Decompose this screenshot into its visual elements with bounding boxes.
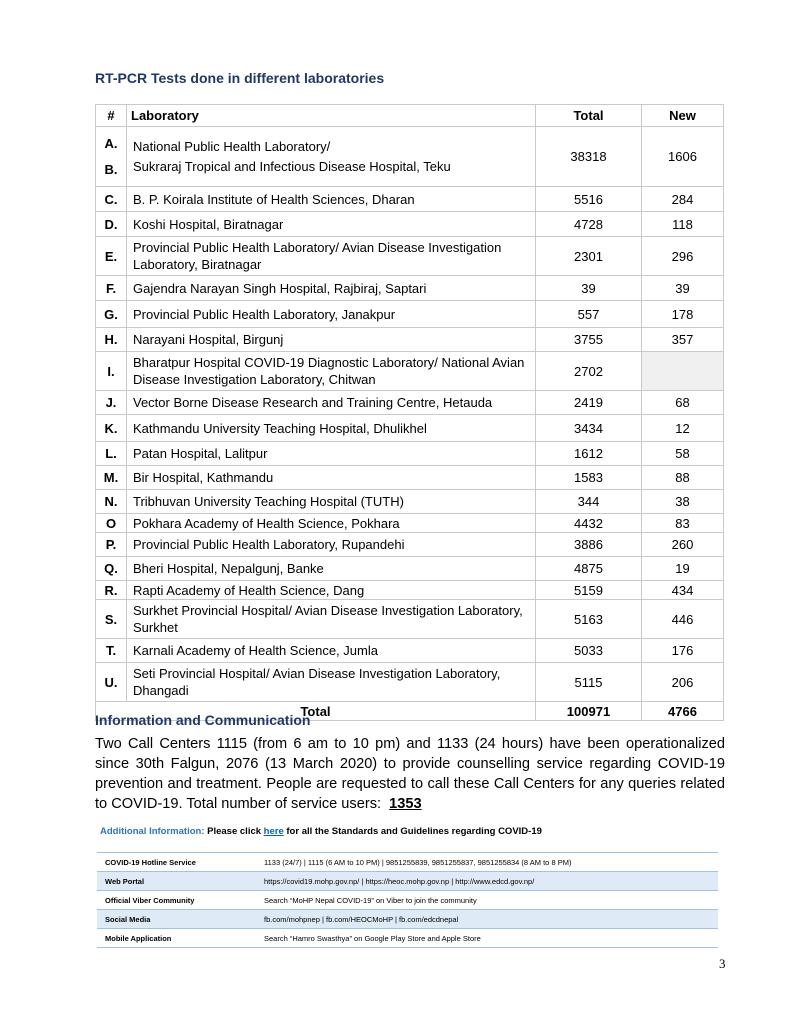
table-row [96,212,724,237]
row-total: 2301 [536,237,642,276]
row-id: T. [96,639,127,663]
row-id: K. [96,415,127,442]
row-new: 39 [642,276,724,301]
info-key: COVID-19 Hotline Service [97,853,256,872]
row-laboratory: Bir Hospital, Kathmandu [127,466,536,490]
row-new: 178 [642,301,724,328]
info-row [97,891,718,910]
additional-text-before: Please click [207,826,262,837]
row-id [96,127,127,187]
row-new: 38 [642,490,724,514]
row-laboratory: Pokhara Academy of Health Science, Pokhara [127,514,536,533]
row-total: 344 [536,490,642,514]
row-laboratory: B. P. Koirala Institute of Health Sciences, Dharan [127,187,536,212]
row-new: 446 [642,600,724,639]
row-new: 434 [642,581,724,600]
row-total: 4432 [536,514,642,533]
table-row [96,391,724,415]
table-row [96,442,724,466]
row-laboratory: Seti Provincial Hospital/ Avian Disease Investigation Laboratory, Dhangadi [127,663,536,702]
row-laboratory: Gajendra Narayan Singh Hospital, Rajbiraj, Saptari [127,276,536,301]
row-id: G. [96,301,127,328]
table-row [96,663,724,702]
table-row [96,514,724,533]
call-center-paragraph [95,734,725,814]
info-key: Official Viber Community [97,891,256,910]
row-laboratory: Rapti Academy of Health Science, Dang [127,581,536,600]
additional-information [100,826,542,837]
row-id: C. [96,187,127,212]
table-row [96,187,724,212]
table-row [96,533,724,557]
table-row [96,328,724,352]
row-total: 557 [536,301,642,328]
info-value: Search “Hamro Swasthya” on Google Play Store and Apple Store [256,929,718,948]
section-title-rt-pcr: RT-PCR Tests done in different laboratories [95,70,385,86]
info-key: Web Portal [97,872,256,891]
laboratory-table [95,104,724,721]
row-laboratory [127,127,536,187]
info-value: Search “MoHP Nepal COVID-19” on Viber to join the community [256,891,718,910]
row-id: Q. [96,557,127,581]
table-row [96,415,724,442]
row-total: 5115 [536,663,642,702]
row-total: 4875 [536,557,642,581]
header-id: # [96,105,127,127]
row-total: 2419 [536,391,642,415]
row-id: F. [96,276,127,301]
row-new: 19 [642,557,724,581]
table-header-row [96,105,724,127]
row-id-a: A. [104,135,118,151]
row-laboratory: Vector Borne Disease Research and Training Centre, Hetauda [127,391,536,415]
row-laboratory: Provincial Public Health Laboratory, Rupandehi [127,533,536,557]
row-total: 1612 [536,442,642,466]
total-label: Total [96,702,536,721]
paragraph-text: Two Call Centers 1115 (from 6 am to 10 pm) and 1133 (24 hours) have been operationalized since 30th Falgun, 2076 (13 March 2020) to provide counselling service regarding COVID-19 prevention and treatment. People are requested to call these Call Centers for any queries related to COVID-19. Total number of service users: [95,736,725,812]
table-row [96,490,724,514]
row-laboratory: Bheri Hospital, Nepalgunj, Banke [127,557,536,581]
row-id: E. [96,237,127,276]
table-row [96,301,724,328]
header-new: New [642,105,724,127]
row-id: J. [96,391,127,415]
row-total: 38318 [536,127,642,187]
contact-info-table [97,852,718,948]
row-id: M. [96,466,127,490]
row-new: 88 [642,466,724,490]
row-laboratory-line1: National Public Health Laboratory/ [133,138,331,154]
row-new: 12 [642,415,724,442]
row-new: 58 [642,442,724,466]
guidelines-link[interactable]: here [263,826,284,837]
table-row [96,276,724,301]
row-new: 118 [642,212,724,237]
row-id: I. [96,352,127,391]
row-total: 39 [536,276,642,301]
additional-text-after: for all the Standards and Guidelines regarding COVID-19 [286,826,542,837]
row-total: 5516 [536,187,642,212]
info-value: https://covid19.mohp.gov.np/ | https://heoc.mohp.gov.np | http://www.edcd.gov.np/ [256,872,718,891]
row-new: 68 [642,391,724,415]
row-id: S. [96,600,127,639]
row-laboratory: Provincial Public Health Laboratory, Janakpur [127,301,536,328]
additional-label: Additional Information: [100,826,205,837]
table-row [96,466,724,490]
row-total: 4728 [536,212,642,237]
table-row [96,600,724,639]
row-laboratory: Koshi Hospital, Biratnagar [127,212,536,237]
row-new: 296 [642,237,724,276]
row-laboratory: Narayani Hospital, Birgunj [127,328,536,352]
info-row [97,872,718,891]
row-total: 3755 [536,328,642,352]
table-row [96,127,724,187]
info-key: Mobile Application [97,929,256,948]
row-laboratory: Bharatpur Hospital COVID-19 Diagnostic Laboratory/ National Avian Disease Investigation Laboratory, Chitwan [127,352,536,391]
service-users-count: 1353 [389,796,422,812]
info-value: 1133 (24/7) | 1115 (6 AM to 10 PM) | 9851255839, 9851255837, 9851255834 (8 AM to 8 PM) [256,853,718,872]
header-laboratory: Laboratory [127,105,536,127]
row-new [642,352,724,391]
row-new: 83 [642,514,724,533]
total-total: 100971 [536,702,642,721]
row-id: R. [96,581,127,600]
total-new: 4766 [642,702,724,721]
row-new: 1606 [642,127,724,187]
row-total: 2702 [536,352,642,391]
info-value: fb.com/mohpnep | fb.com/HEOCMoHP | fb.com/edcdnepal [256,910,718,929]
row-id: O [96,514,127,533]
row-new: 260 [642,533,724,557]
row-total: 5159 [536,581,642,600]
row-new: 206 [642,663,724,702]
table-row [96,639,724,663]
row-total: 3886 [536,533,642,557]
row-laboratory: Surkhet Provincial Hospital/ Avian Disease Investigation Laboratory, Surkhet [127,600,536,639]
row-new: 284 [642,187,724,212]
row-total: 5163 [536,600,642,639]
section-title-information: Information and Communication [95,712,311,728]
row-id: P. [96,533,127,557]
info-row [97,910,718,929]
row-total: 3434 [536,415,642,442]
row-id: H. [96,328,127,352]
row-laboratory: Kathmandu University Teaching Hospital, Dhulikhel [127,415,536,442]
table-row [96,557,724,581]
row-laboratory-line2: Sukraraj Tropical and Infectious Disease Hospital, Teku [133,158,451,174]
row-total: 1583 [536,466,642,490]
info-row [97,853,718,872]
row-id: U. [96,663,127,702]
row-new: 357 [642,328,724,352]
info-key: Social Media [97,910,256,929]
page-number: 3 [719,956,726,971]
table-row [96,237,724,276]
row-laboratory: Tribhuvan University Teaching Hospital (TUTH) [127,490,536,514]
row-id: D. [96,212,127,237]
row-new: 176 [642,639,724,663]
row-id-b: B. [104,161,118,177]
row-laboratory: Karnali Academy of Health Science, Jumla [127,639,536,663]
header-total: Total [536,105,642,127]
row-id: L. [96,442,127,466]
row-total: 5033 [536,639,642,663]
table-row [96,581,724,600]
row-laboratory: Patan Hospital, Lalitpur [127,442,536,466]
table-row [96,352,724,391]
info-row [97,929,718,948]
row-id: N. [96,490,127,514]
row-laboratory: Provincial Public Health Laboratory/ Avian Disease Investigation Laboratory, Biratnagar [127,237,536,276]
